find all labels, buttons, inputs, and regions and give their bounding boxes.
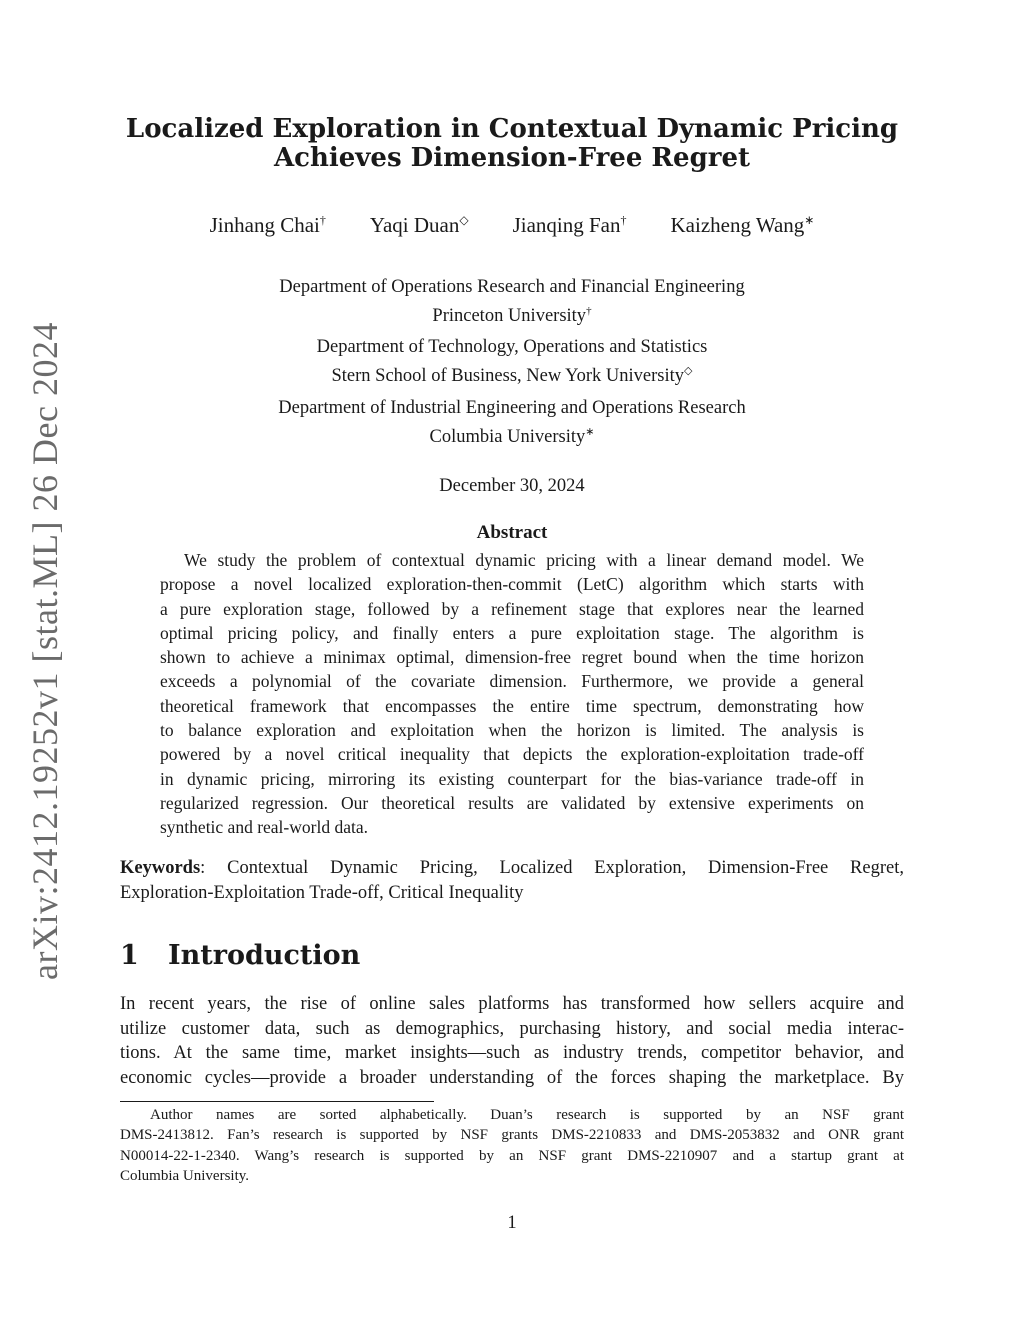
affiliation-mark: ◇ [684,365,693,377]
intro-paragraph [120,992,904,1090]
author-mark: ◇ [459,213,469,227]
intro-line: In recent years, the rise of online sales platforms has transformed how sellers acquire and [120,994,904,1014]
affiliation-columbia [110,396,914,449]
arxiv-identifier: arXiv:2412.19252v1 [stat.ML] 26 Dec 2024 [25,322,65,980]
abstract-line: propose a novel localized exploration-then-commit (LetC) algorithm which starts with [160,574,864,595]
abstract-line: to balance exploration and exploitation when the horizon is limited. The analysis is [160,720,864,741]
affiliation-mark: ∗ [585,426,595,438]
author-mark: † [620,213,627,227]
abstract-line: regularized regression. Our theoretical results are validated by extensive experiments on [160,792,864,813]
author [210,213,326,238]
keywords-block [120,856,904,905]
author-name: Jianqing Fan [512,213,621,237]
abstract-heading: Abstract [476,522,548,543]
author [671,213,815,238]
section-heading [120,940,904,971]
section-title: Introduction [168,940,361,971]
title-line: Localized Exploration in Contextual Dynamic Pricing [125,114,899,144]
footnote-line: N00014-22-1-2340. Wang’s research is supported by an NSF grant DMS-2210907 and a startup grant at [120,1147,904,1164]
abstract-line: theoretical framework that encompasses the entire time spectrum, demonstrating how [160,695,864,716]
intro-line: economic cycles—provide a broader understanding of the forces shaping the marketplace. By [120,1067,904,1088]
arxiv-sidebar-stamp [22,322,68,980]
abstract-line: shown to achieve a minimax optimal, dimension-free regret bound when the time horizon [160,647,864,668]
keywords-text: : Contextual Dynamic Pricing, Localized Exploration, Dimension-Free Regret, [200,858,904,878]
page-number: 1 [507,1213,517,1233]
author [370,213,469,238]
keywords-text: Exploration-Exploitation Trade-off, Critical Inequality [120,882,524,903]
author-name: Jinhang Chai [209,213,320,237]
abstract-line: a pure exploration stage, followed by a refinement stage that explores near the learned [160,598,864,619]
footnote-line: Columbia University. [120,1167,250,1184]
author-mark: † [319,213,326,227]
affiliation-mark: † [586,305,592,317]
affiliation-dept: Department of Technology, Operations and Statistics [316,337,708,357]
abstract-line: in dynamic pricing, mirroring its existing counterpart for the bias-variance trade-off in [160,768,864,789]
author [513,213,627,238]
abstract-line: optimal pricing policy, and finally enters a pure exploitation stage. The algorithm is [160,622,864,643]
abstract-body [160,548,864,840]
paper-title [110,115,914,173]
affiliation-dept: Department of Industrial Engineering and Operations Research [278,398,746,418]
intro-line: tions. At the same time, market insights—such as industry trends, competitor behavior, and [120,1043,904,1063]
author-name: Kaizheng Wang [670,213,805,237]
affiliation-princeton [110,275,914,328]
paper-date: December 30, 2024 [439,476,585,496]
footnote-rule [120,1101,434,1102]
abstract-line: synthetic and real-world data. [160,817,368,838]
affiliation-inst: Columbia University [429,427,586,448]
section-number: 1 [120,940,139,971]
affiliation-inst: Princeton University [432,306,587,327]
footnote-line: DMS-2413812. Fan’s research is supported by NSF grants DMS-2210833 and DMS-2053832 and ONR grant [120,1127,904,1144]
keywords-label: Keywords [120,858,201,878]
footnote-line: Author names are sorted alphabetically. Duan’s research is supported by an NSF grant [150,1107,904,1123]
title-line: Achieves Dimension-Free Regret [273,143,750,173]
affiliation-nyu [110,335,914,388]
abstract-line: powered by a novel critical inequality that depicts the exploration-exploitation trade-off [160,744,864,765]
abstract-line: exceeds a polynomial of the covariate dimension. Furthermore, we provide a general [160,671,864,692]
affiliation-inst: Stern School of Business, New York University [331,366,685,387]
footnote [120,1105,904,1186]
affiliation-dept: Department of Operations Research and Financial Engineering [279,277,745,297]
intro-line: utilize customer data, such as demographics, purchasing history, and social media interac- [120,1018,904,1039]
author-list [110,213,914,238]
author-mark: ∗ [804,213,815,227]
abstract-line: We study the problem of contextual dynamic pricing with a linear demand model. We [184,550,864,570]
author-name: Yaqi Duan [369,213,460,237]
